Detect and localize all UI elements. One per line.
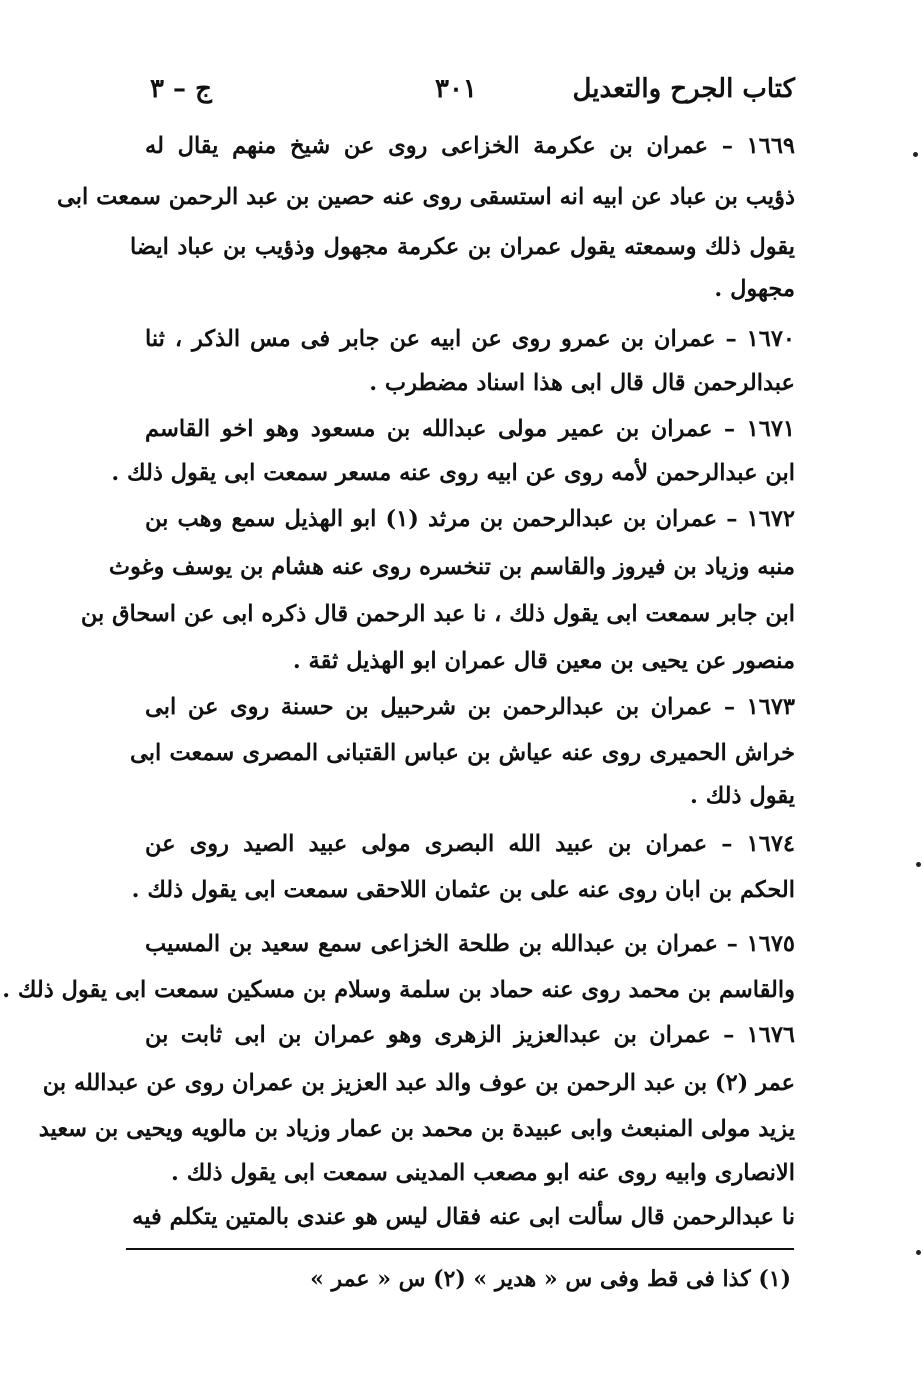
text-line: منصور عن يحيى بن معين قال عمران ابو الهذيل ثقة . [292, 648, 795, 674]
text-line: ذؤيب بن عباد عن ابيه انه استسقى روى عنه حصين بن عبد الرحمن سمعت ابى [57, 184, 795, 210]
text-line: ١٦٧٤ – عمران بن عبيد الله البصرى مولى عبيد الصيد روى عن [145, 831, 795, 857]
text-line: نا عبدالرحمن قال سألت ابى عنه فقال ليس هو عندى بالمتين يتكلم فيه [132, 1204, 795, 1230]
text-line: الانصارى وابيه روى عنه ابو مصعب المدينى سمعت ابى يقول ذلك . [171, 1160, 795, 1186]
text-line: ١٦٦٩ – عمران بن عكرمة الخزاعى روى عن شيخ منهم يقال له [145, 133, 795, 159]
footnote-divider [126, 1248, 794, 1250]
page-header [135, 74, 795, 110]
text-line: ١٦٧٠ – عمران بن عمرو روى عن ابيه عن جابر فى مس الذكر ، ثنا [145, 326, 795, 352]
scan-speck [916, 1250, 921, 1255]
text-line: والقاسم بن محمد روى عنه حماد بن سلمة وسلام بن مسكين سمعت ابى يقول ذلك . [2, 977, 795, 1003]
text-line: ١٦٧٥ – عمران بن عبدالله بن طلحة الخزاعى سمع سعيد بن المسيب [145, 931, 795, 957]
text-line: ١٦٧٦ – عمران بن عبدالعزيز الزهرى وهو عمران بن ابى ثابت بن [145, 1022, 795, 1048]
book-title: كتاب الجرح والتعديل [572, 74, 795, 104]
text-line: ١٦٧٢ – عمران بن عبدالرحمن بن مرثد (١) ابو الهذيل سمع وهب بن [145, 506, 795, 532]
text-line: مجهول . [714, 276, 795, 302]
page-number: ٣٠١ [435, 74, 477, 104]
text-line: يقول ذلك . [690, 783, 795, 809]
text-line: يقول ذلك وسمعته يقول عمران بن عكرمة مجهول وذؤيب بن عباد ايضا [130, 234, 795, 260]
scan-speck [913, 152, 918, 157]
volume-label: ج – ٣ [150, 74, 212, 104]
text-line: عمر (٢) بن عبد الرحمن بن عوف والد عبد العزيز بن عمران روى عن عبدالله بن [42, 1070, 795, 1096]
text-line: الحكم بن ابان روى عنه على بن عثمان اللاحقى سمعت ابى يقول ذلك . [131, 877, 795, 903]
text-line: خراش الحميرى روى عنه عياش بن عباس القتبانى المصرى سمعت ابى [130, 740, 795, 766]
text-line: منبه وزياد بن فيروز والقاسم بن تنخسره روى عنه هشام بن يوسف وغوث [108, 554, 795, 580]
text-line: عبدالرحمن قال قال ابى هذا اسناد مضطرب . [369, 370, 795, 396]
text-line: يزيد مولى المنبعث وابى عبيدة بن محمد بن عمار وزياد بن مالويه ويحيى بن سعيد [38, 1116, 795, 1142]
text-line: ابن جابر سمعت ابى يقول ذلك ، نا عبد الرحمن قال ذكره ابى عن اسحاق بن [80, 601, 795, 627]
scan-speck [916, 862, 921, 867]
text-line: ١٦٧٣ – عمران بن عبدالرحمن بن شرحبيل بن حسنة روى عن ابى [145, 694, 795, 720]
text-line: ابن عبدالرحمن لأمه روى عن ابيه روى عنه مسعر سمعت ابى يقول ذلك . [111, 460, 795, 486]
text-line: ١٦٧١ – عمران بن عمير مولى عبدالله بن مسعود وهو اخو القاسم [145, 416, 795, 442]
footnote: (١) كذا فى قط وفى س « هدير » (٢) س « عمر » [310, 1266, 791, 1292]
